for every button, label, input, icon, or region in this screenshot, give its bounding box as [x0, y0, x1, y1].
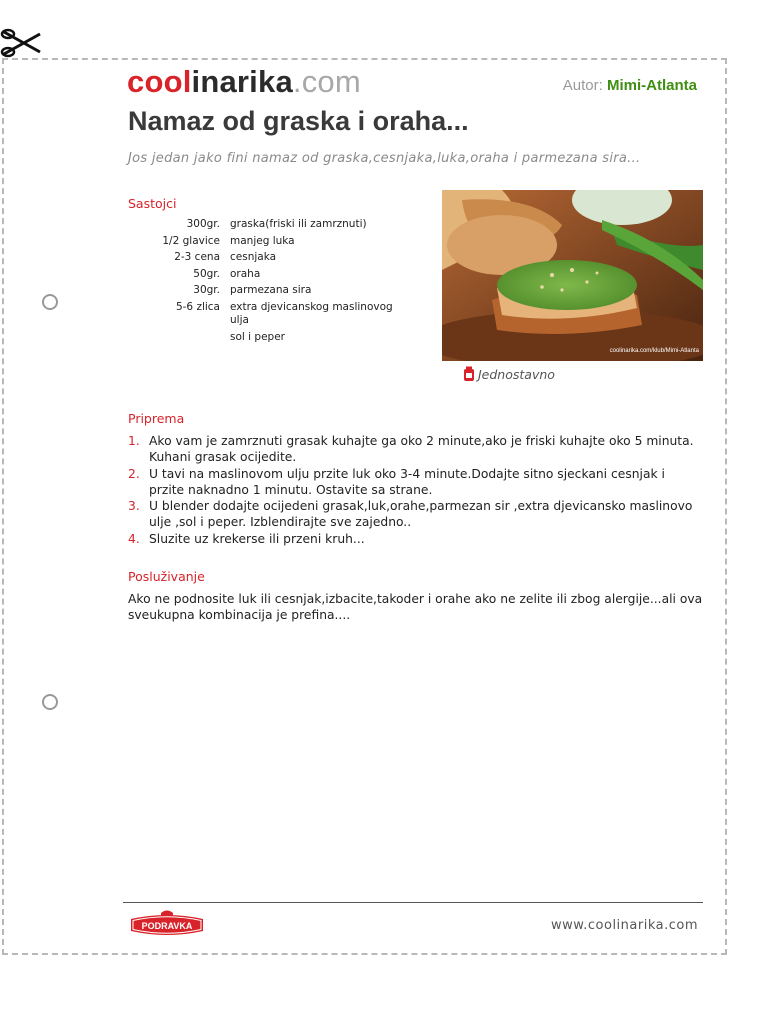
- ingredient-name: parmezana sira: [230, 284, 312, 296]
- scissors-icon: [0, 26, 44, 60]
- step-text: U tavi na maslinovom ulju przite luk oko 3-4 minute.Dodajte sitno sjeckani cesnjak i przite naknadno 1 minutu. Ostavite sa strane.: [149, 466, 665, 497]
- coolinarika-logo: coolinarika.com: [127, 64, 361, 99]
- punch-hole-icon: [42, 694, 58, 710]
- step-text: Sluzite uz krekerse ili przeni kruh...: [149, 531, 365, 546]
- step-item: [128, 466, 703, 499]
- ingredient-row: [128, 218, 400, 235]
- difficulty: [463, 366, 555, 385]
- preparation-steps: [128, 433, 703, 547]
- ingredient-qty: 50gr.: [193, 267, 220, 280]
- ingredient-name: cesnjaka: [230, 251, 277, 263]
- recipe-title: Namaz od graska i oraha...: [128, 106, 469, 136]
- ingredient-row: [128, 331, 400, 348]
- ingredients-heading: Sastojci: [128, 196, 177, 211]
- recipe-photo: [442, 190, 703, 361]
- ingredient-row: [128, 251, 400, 268]
- ingredient-name: oraha: [230, 267, 261, 280]
- ingredient-row: [128, 284, 400, 301]
- author-label: Autor:: [562, 77, 603, 94]
- step-number: 2.: [128, 466, 140, 481]
- step-text: U blender dodajte ocijedeni grasak,luk,orahe,parmezan sir ,extra djevicansko maslinovo ulje ,sol i peper. Izblendirajte sve zajedno..: [149, 499, 693, 530]
- recipe-photo-illustration: [442, 190, 703, 361]
- author-info: [563, 77, 697, 94]
- ingredient-name: sol i peper: [230, 330, 285, 343]
- ingredient-name: extra djevicanskog maslinovog ulja: [230, 300, 393, 326]
- step-item: [128, 433, 703, 466]
- serving-heading: Posluživanje: [128, 569, 205, 584]
- punch-hole-icon: [42, 294, 58, 310]
- ingredient-qty: 300gr.: [186, 218, 220, 230]
- step-number: 4.: [128, 531, 140, 546]
- step-number: 1.: [128, 434, 140, 448]
- ingredient-row: [128, 235, 400, 252]
- podravka-logo: [127, 909, 207, 945]
- ingredient-qty: 30gr.: [193, 284, 220, 296]
- difficulty-icon: [463, 366, 475, 385]
- author-name[interactable]: Mimi-Atlanta: [607, 77, 697, 94]
- footer-divider: [123, 902, 703, 903]
- ingredient-row: [128, 268, 400, 285]
- ingredients-table: [128, 218, 400, 347]
- step-item: [128, 531, 703, 547]
- ingredient-qty: 5-6 zlica: [175, 300, 220, 313]
- serving-text: Ako ne podnosite luk ili cesnjak,izbacite,takoder i orahe ako ne zelite ili zbog alergije...ali ova sveukupna kombinacija je prefina....: [128, 592, 703, 623]
- website-url[interactable]: www.coolinarika.com: [551, 918, 698, 933]
- ingredient-qty: [128, 331, 230, 348]
- step-text: Ako vam je zamrznuti grasak kuhajte ga oko 2 minute,ako je friski kuhajte oko 5 minuta. Kuhani grasak ocijedite.: [149, 434, 694, 465]
- step-number: 3.: [128, 499, 140, 514]
- photo-watermark: coolinarika.com/klub/Mimi-Atlanta: [609, 348, 699, 354]
- ingredient-name: manjeg luka: [230, 234, 295, 247]
- recipe-subtitle: Jos jedan jako fini namaz od graska,cesnjaka,luka,oraha i parmezana sira...: [128, 151, 641, 166]
- podravka-brand: PODRAVKA: [141, 921, 193, 931]
- ingredient-row: [128, 301, 400, 331]
- ingredient-qty: 1/2 glavice: [162, 234, 220, 247]
- preparation-heading: Priprema: [128, 411, 185, 426]
- ingredient-qty: 2-3 cena: [174, 251, 220, 263]
- difficulty-label: Jednostavno: [478, 367, 555, 382]
- step-item: [128, 498, 703, 531]
- ingredient-name: graska(friski ili zamrznuti): [230, 218, 367, 230]
